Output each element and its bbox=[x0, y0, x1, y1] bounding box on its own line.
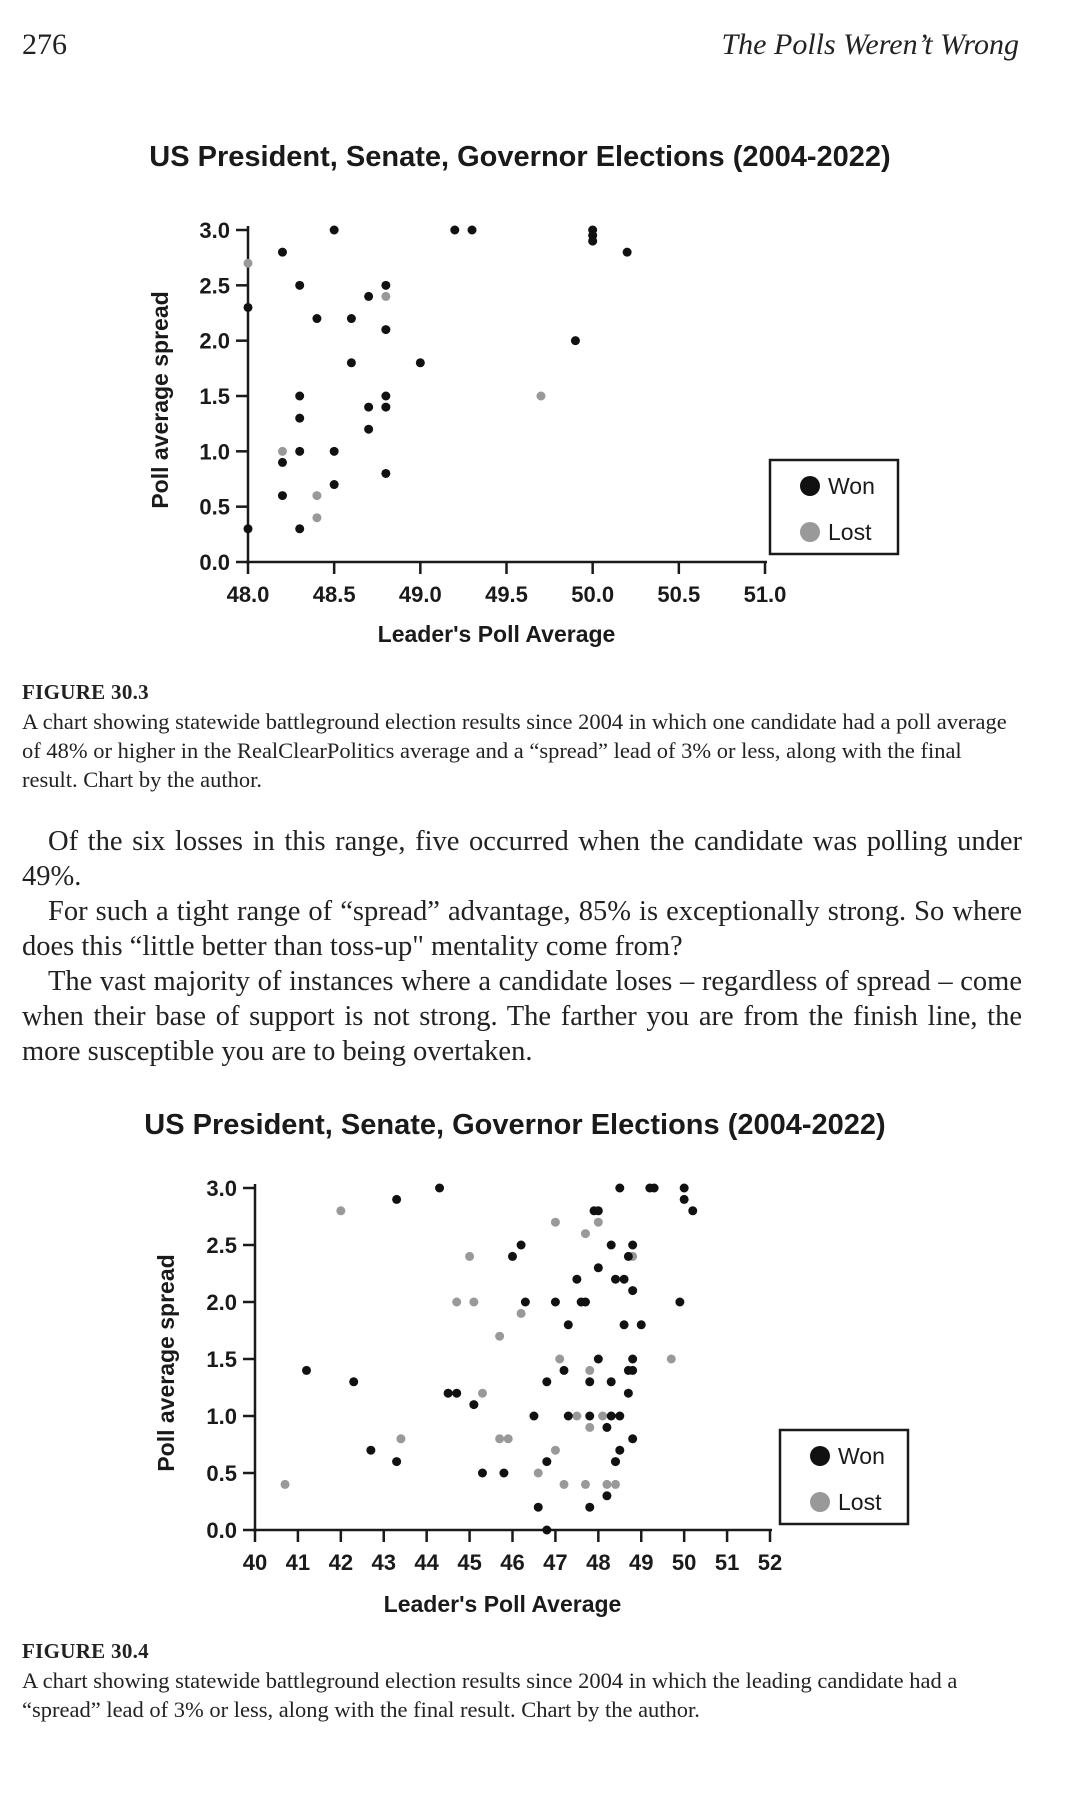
lost-point bbox=[594, 1218, 603, 1227]
won-point bbox=[620, 1320, 629, 1329]
lost-point bbox=[581, 1480, 590, 1489]
won-point bbox=[330, 447, 339, 456]
lost-point bbox=[555, 1355, 564, 1364]
figure-30-4-chart bbox=[0, 1090, 1079, 1620]
body-text bbox=[22, 824, 1022, 1069]
won-point bbox=[615, 1446, 624, 1455]
won-point bbox=[529, 1412, 538, 1421]
legend-won-marker bbox=[810, 1446, 830, 1466]
lost-point bbox=[560, 1480, 569, 1489]
x-tick-label: 40 bbox=[242, 1550, 268, 1575]
lost-point bbox=[551, 1218, 560, 1227]
won-point bbox=[607, 1377, 616, 1386]
won-point bbox=[602, 1423, 611, 1432]
won-point bbox=[381, 403, 390, 412]
running-head bbox=[22, 28, 1019, 68]
won-point bbox=[347, 358, 356, 367]
won-point bbox=[602, 1491, 611, 1500]
legend-label: Won bbox=[828, 473, 875, 499]
won-point bbox=[278, 458, 287, 467]
won-point bbox=[542, 1377, 551, 1386]
won-point bbox=[302, 1366, 311, 1375]
lost-point bbox=[495, 1332, 504, 1341]
won-point bbox=[675, 1298, 684, 1307]
won-point bbox=[521, 1298, 530, 1307]
won-point bbox=[585, 1377, 594, 1386]
won-point bbox=[581, 1298, 590, 1307]
won-point bbox=[330, 480, 339, 489]
y-tick-label: 2.5 bbox=[206, 1233, 237, 1258]
lost-point bbox=[452, 1298, 461, 1307]
won-point bbox=[478, 1469, 487, 1478]
won-point bbox=[295, 281, 304, 290]
won-point bbox=[560, 1366, 569, 1375]
won-point bbox=[594, 1355, 603, 1364]
won-point bbox=[572, 1275, 581, 1284]
legend-lost-marker bbox=[810, 1492, 830, 1512]
x-tick-label: 44 bbox=[414, 1550, 439, 1575]
lost-point bbox=[534, 1469, 543, 1478]
won-point bbox=[381, 392, 390, 401]
won-point bbox=[278, 491, 287, 500]
won-point bbox=[330, 226, 339, 235]
x-tick-label: 49.5 bbox=[485, 582, 528, 607]
won-point bbox=[680, 1184, 689, 1193]
lost-point bbox=[551, 1446, 560, 1455]
won-point bbox=[392, 1457, 401, 1466]
won-point bbox=[381, 281, 390, 290]
won-point bbox=[278, 248, 287, 257]
x-tick-label: 52 bbox=[757, 1550, 783, 1575]
won-point bbox=[542, 1526, 551, 1535]
won-point bbox=[594, 1263, 603, 1272]
lost-point bbox=[495, 1434, 504, 1443]
won-point bbox=[381, 469, 390, 478]
won-point bbox=[628, 1355, 637, 1364]
won-point bbox=[244, 303, 253, 312]
won-point bbox=[585, 1503, 594, 1512]
legend-lost-marker bbox=[800, 522, 820, 542]
lost-point bbox=[465, 1252, 474, 1261]
won-point bbox=[628, 1366, 637, 1375]
y-tick-label: 1.5 bbox=[199, 384, 230, 409]
won-point bbox=[564, 1412, 573, 1421]
won-point bbox=[381, 325, 390, 334]
x-tick-label: 48.0 bbox=[226, 582, 270, 607]
lost-point bbox=[312, 491, 321, 500]
lost-point bbox=[667, 1355, 676, 1364]
x-tick-label: 50 bbox=[671, 1550, 697, 1575]
x-tick-label: 49.0 bbox=[398, 582, 442, 607]
won-point bbox=[469, 1400, 478, 1409]
lost-point bbox=[336, 1206, 345, 1215]
lost-point bbox=[504, 1434, 513, 1443]
won-point bbox=[508, 1252, 517, 1261]
x-tick-label: 46 bbox=[500, 1550, 525, 1575]
won-point bbox=[295, 524, 304, 533]
won-point bbox=[347, 314, 356, 323]
won-point bbox=[585, 1412, 594, 1421]
body-paragraph: The vast majority of instances where a candidate loses – regardless of spread – come when their base of support is not strong. The farther you are from the finish line, the more susceptible you are to being overtaken. bbox=[22, 966, 1022, 1067]
figure-label: FIGURE 30.3 bbox=[22, 680, 149, 704]
y-axis-label: Poll average spread bbox=[147, 291, 173, 509]
won-point bbox=[650, 1184, 659, 1193]
won-point bbox=[637, 1320, 646, 1329]
won-point bbox=[244, 524, 253, 533]
won-point bbox=[364, 425, 373, 434]
figure-30-3-chart bbox=[0, 130, 1079, 660]
x-tick-label: 47 bbox=[543, 1550, 568, 1575]
won-point bbox=[542, 1457, 551, 1466]
y-tick-label: 3.0 bbox=[206, 1176, 237, 1201]
y-tick-label: 2.0 bbox=[206, 1290, 237, 1315]
body-paragraph: Of the six losses in this range, five occurred when the candidate was polling under 49%. bbox=[22, 826, 1022, 892]
y-axis-label: Poll average spread bbox=[153, 1254, 179, 1472]
won-point bbox=[452, 1389, 461, 1398]
figure-30-3-caption-block bbox=[22, 678, 1022, 794]
chart-title: US President, Senate, Governor Elections (2004-2022) bbox=[149, 141, 891, 173]
lost-point bbox=[469, 1298, 478, 1307]
won-point bbox=[444, 1389, 453, 1398]
body-paragraph: For such a tight range of “spread” advantage, 85% is exceptionally strong. So where does this “little better than toss-up" mentality come from? bbox=[22, 896, 1022, 962]
lost-point bbox=[585, 1423, 594, 1432]
figure-caption: A chart showing statewide battleground election results since 2004 in which the leading candidate had a “spread” lead of 3% or less, along with the final result. Chart by the author. bbox=[22, 1668, 958, 1722]
y-tick-label: 2.5 bbox=[199, 273, 230, 299]
won-point bbox=[588, 237, 597, 246]
figure-30-4-caption-block bbox=[22, 1637, 1022, 1724]
won-point bbox=[499, 1469, 508, 1478]
page-number: 276 bbox=[22, 28, 67, 61]
won-point bbox=[611, 1457, 620, 1466]
won-point bbox=[611, 1275, 620, 1284]
won-point bbox=[607, 1412, 616, 1421]
won-point bbox=[615, 1412, 624, 1421]
won-point bbox=[364, 292, 373, 301]
y-tick-label: 0.5 bbox=[206, 1461, 237, 1486]
figure-caption: A chart showing statewide battleground election results since 2004 in which one candidate had a poll average of 48% or higher in the RealClearPolitics average and a “spread” lead of 3% or less, along with the final result. Chart by the author. bbox=[22, 709, 1007, 792]
x-tick-label: 51 bbox=[714, 1550, 740, 1575]
y-tick-label: 0.0 bbox=[206, 1518, 237, 1543]
y-tick-label: 1.0 bbox=[199, 439, 230, 465]
lost-point bbox=[312, 513, 321, 522]
won-point bbox=[594, 1206, 603, 1215]
lost-point bbox=[585, 1366, 594, 1375]
won-point bbox=[450, 226, 459, 235]
lost-point bbox=[611, 1480, 620, 1489]
lost-point bbox=[381, 292, 390, 301]
lost-point bbox=[581, 1229, 590, 1238]
won-point bbox=[623, 248, 632, 257]
lost-point bbox=[244, 259, 253, 268]
figure-label: FIGURE 30.4 bbox=[22, 1639, 149, 1663]
won-point bbox=[416, 358, 425, 367]
chart-title: US President, Senate, Governor Elections (2004-2022) bbox=[144, 1109, 886, 1141]
y-tick-label: 0.5 bbox=[199, 494, 230, 520]
won-point bbox=[680, 1195, 689, 1204]
won-point bbox=[624, 1252, 633, 1261]
won-point bbox=[435, 1184, 444, 1193]
won-point bbox=[615, 1184, 624, 1193]
x-tick-label: 43 bbox=[371, 1550, 396, 1575]
x-tick-label: 50.5 bbox=[657, 582, 701, 607]
won-point bbox=[366, 1446, 375, 1455]
legend-label: Lost bbox=[828, 519, 872, 545]
won-point bbox=[607, 1241, 616, 1250]
won-point bbox=[620, 1275, 629, 1284]
won-point bbox=[624, 1389, 633, 1398]
x-tick-label: 51.0 bbox=[743, 582, 787, 607]
lost-point bbox=[598, 1412, 607, 1421]
won-point bbox=[468, 226, 477, 235]
won-point bbox=[349, 1377, 358, 1386]
x-tick-label: 50.0 bbox=[571, 582, 615, 607]
y-tick-label: 0.0 bbox=[199, 550, 230, 575]
x-axis-label: Leader's Poll Average bbox=[377, 621, 616, 647]
y-tick-label: 1.5 bbox=[206, 1347, 237, 1372]
x-tick-label: 41 bbox=[285, 1550, 311, 1575]
won-point bbox=[688, 1206, 697, 1215]
y-tick-label: 3.0 bbox=[199, 218, 230, 243]
x-tick-label: 45 bbox=[457, 1550, 482, 1575]
won-point bbox=[295, 447, 304, 456]
lost-point bbox=[536, 392, 545, 401]
legend-label: Won bbox=[838, 1443, 885, 1469]
lost-point bbox=[517, 1309, 526, 1318]
lost-point bbox=[602, 1480, 611, 1489]
won-point bbox=[312, 314, 321, 323]
won-point bbox=[392, 1195, 401, 1204]
won-point bbox=[628, 1286, 637, 1295]
won-point bbox=[534, 1503, 543, 1512]
won-point bbox=[295, 414, 304, 423]
won-point bbox=[364, 403, 373, 412]
legend-won-marker bbox=[800, 476, 820, 496]
won-point bbox=[295, 392, 304, 401]
y-tick-label: 1.0 bbox=[206, 1404, 237, 1429]
legend-label: Lost bbox=[838, 1489, 882, 1515]
lost-point bbox=[572, 1412, 581, 1421]
lost-point bbox=[281, 1480, 290, 1489]
won-point bbox=[571, 336, 580, 345]
x-tick-label: 48.5 bbox=[312, 582, 356, 607]
won-point bbox=[628, 1434, 637, 1443]
won-point bbox=[564, 1320, 573, 1329]
x-tick-label: 49 bbox=[629, 1550, 654, 1575]
lost-point bbox=[278, 447, 287, 456]
x-axis-label: Leader's Poll Average bbox=[383, 1591, 622, 1617]
won-point bbox=[517, 1241, 526, 1250]
won-point bbox=[551, 1298, 560, 1307]
x-tick-label: 48 bbox=[586, 1550, 611, 1575]
y-tick-label: 2.0 bbox=[199, 328, 230, 354]
x-tick-label: 42 bbox=[328, 1550, 354, 1575]
chapter-title: The Polls Weren’t Wrong bbox=[721, 28, 1019, 61]
lost-point bbox=[478, 1389, 487, 1398]
won-point bbox=[628, 1241, 637, 1250]
lost-point bbox=[396, 1434, 405, 1443]
